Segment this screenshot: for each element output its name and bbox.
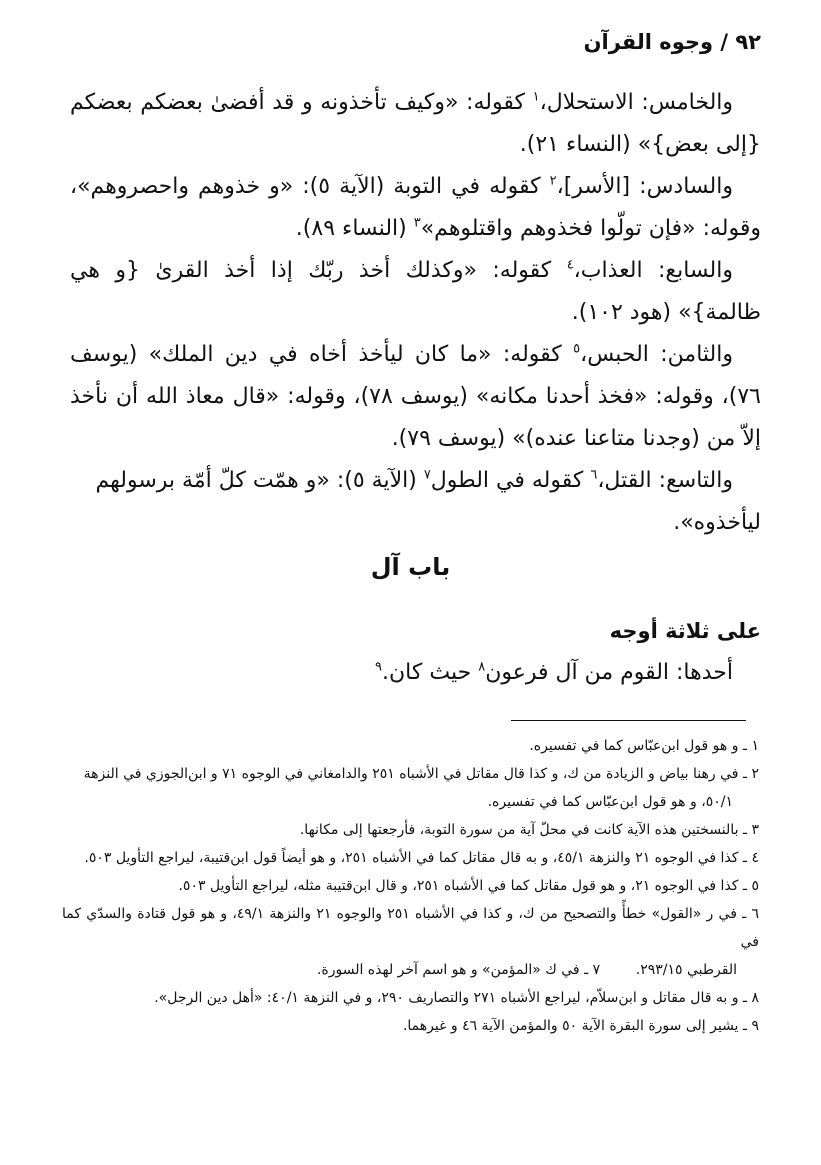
footnote: ٨ ـ و به قال مقاتل و ابن‌سلاّم، ليراجع الأشباه ٢٧١ والتصاريف ٢٩٠، و في النزهة ٤٠/١: «أهل دين الرجل». <box>154 990 759 1006</box>
footnote: ٣ ـ بالنسختين هذه الآية كانت في محلّ آية من سورة التوبة، فأرجعتها إلى مكانها. <box>299 822 759 838</box>
paragraph-lead: والثامن: الحبس، <box>580 342 733 367</box>
paragraph-text: كقوله في التوبة (الآية ٥): «و خذوهم واحصروهم»، وقوله: «فإن تولّوا فخذوهم واقتلوهم» <box>70 174 761 241</box>
paragraph-lead: والسادس: [الأسر]، <box>556 174 733 199</box>
footnote: ٥ ـ كذا في الوجوه ٢١، و هو قول مقاتل كما في الأشباه ٢٥١، و قال ابن‌قتيبة مثله، ليراجع التأويل ٥٠٣. <box>178 878 759 894</box>
footnote: ١ ـ و هو قول ابن‌عبّاس كما في تفسيره. <box>529 738 759 754</box>
section-item-text: حيث كان. <box>382 660 472 685</box>
footnote-ref: ٩ <box>375 659 383 675</box>
footnotes <box>62 732 759 1040</box>
footnote: ٩ ـ يشير إلى سورة البقرة الآية ٥٠ والمؤمن الآية ٤٦ و غيرهما. <box>402 1018 759 1034</box>
paragraph-text: كقوله: «وكيف تأخذونه و قد أفضىٰ بعضكم بعضكم {إلى بعض}» (النساء ٢١). <box>70 90 761 157</box>
paragraph-text: (الآية ٥): «و همّت كلّ أمّة برسولهم ليأخذوه». <box>95 468 761 535</box>
paragraph-sixth <box>70 166 761 250</box>
main-text <box>70 82 761 544</box>
footnote-ref: ٢ <box>549 173 557 189</box>
footnote-ref: ٣ <box>413 215 421 231</box>
paragraph-fifth <box>70 82 761 166</box>
paragraph-eighth <box>70 334 761 460</box>
paragraph-lead: والخامس: الاستحلال، <box>539 90 734 115</box>
paragraph-text: كقوله: «وكذلك أخذ ربّك إذا أخذ القرىٰ {و هي ظالمة}» (هود ١٠٢). <box>70 258 761 325</box>
footnote-ref: ٥ <box>573 341 581 357</box>
header-separator: / <box>720 30 729 54</box>
footnote: ٧ ـ في ك «المؤمن» و هو اسم آخر لهذه السورة. <box>316 962 601 978</box>
section-item-text: أحدها: القوم من آل فرعون <box>485 660 733 685</box>
section-item <box>70 652 761 694</box>
footnote: ٢ ـ في رهنا بياض و الزيادة من ك، و كذا قال مقاتل في الأشباه ٢٥١ والدامغاني في الوجوه ٧١ و ابن‌الجوزي في النزهة <box>83 766 759 782</box>
chapter-title: باب آل <box>370 553 451 581</box>
footnote-ref: ٨ <box>478 659 486 675</box>
section-intro: على ثلاثة أوجه <box>609 619 761 643</box>
footnote-continuation: ٥٠/١، و هو قول ابن‌عبّاس كما في تفسيره. <box>487 794 733 810</box>
paragraph-seventh <box>70 250 761 334</box>
paragraph-text: كقوله في الطول <box>430 468 584 493</box>
paragraph-lead: والتاسع: القتل، <box>597 468 733 493</box>
paragraph-lead: والسابع: العذاب، <box>573 258 734 283</box>
footnote-ref: ١ <box>532 89 540 105</box>
footnote-ref: ٤ <box>566 257 574 273</box>
footnote: ٦ ـ في ر «القول» خطأً والتصحيح من ك، و كذا في الأشباه ٢٥١ والوجوه ٢١ والنزهة ٤٩/١، و هو قول قتادة والسدّي كما في <box>62 906 759 950</box>
running-header <box>70 30 761 54</box>
footnote-ref: ٧ <box>423 467 431 483</box>
paragraph-ninth <box>70 460 761 544</box>
footnote-ref: ٦ <box>590 467 598 483</box>
footnote-line <box>62 956 759 984</box>
paragraph-text: كقوله: «ما كان ليأخذ أخاه في دين الملك» (يوسف ٧٦)، وقوله: «فخذ أحدنا مكانه» (يوسف ٧٨)، وقوله: «قال معاذ الله أن نأخذ إلاّ من (وجدنا متاعنا عنده)» (يوسف ٧٩). <box>70 342 761 451</box>
footnote-divider <box>511 720 746 721</box>
book-title: وجوه القرآن <box>583 30 714 54</box>
chapter-section <box>70 610 761 694</box>
page-number: ٩٢ <box>735 30 761 54</box>
footnote-continuation: القرطبي ٢٩٣/١٥. <box>635 962 737 978</box>
paragraph-text: (النساء ٨٩). <box>295 216 407 241</box>
footnote: ٤ ـ كذا في الوجوه ٢١ والنزهة ٤٥/١، و به قال مقاتل كما في الأشباه ٢٥١، و هو أيضاً قول ابن‌قتيبة، ليراجع التأويل ٥٠٣. <box>84 850 759 866</box>
